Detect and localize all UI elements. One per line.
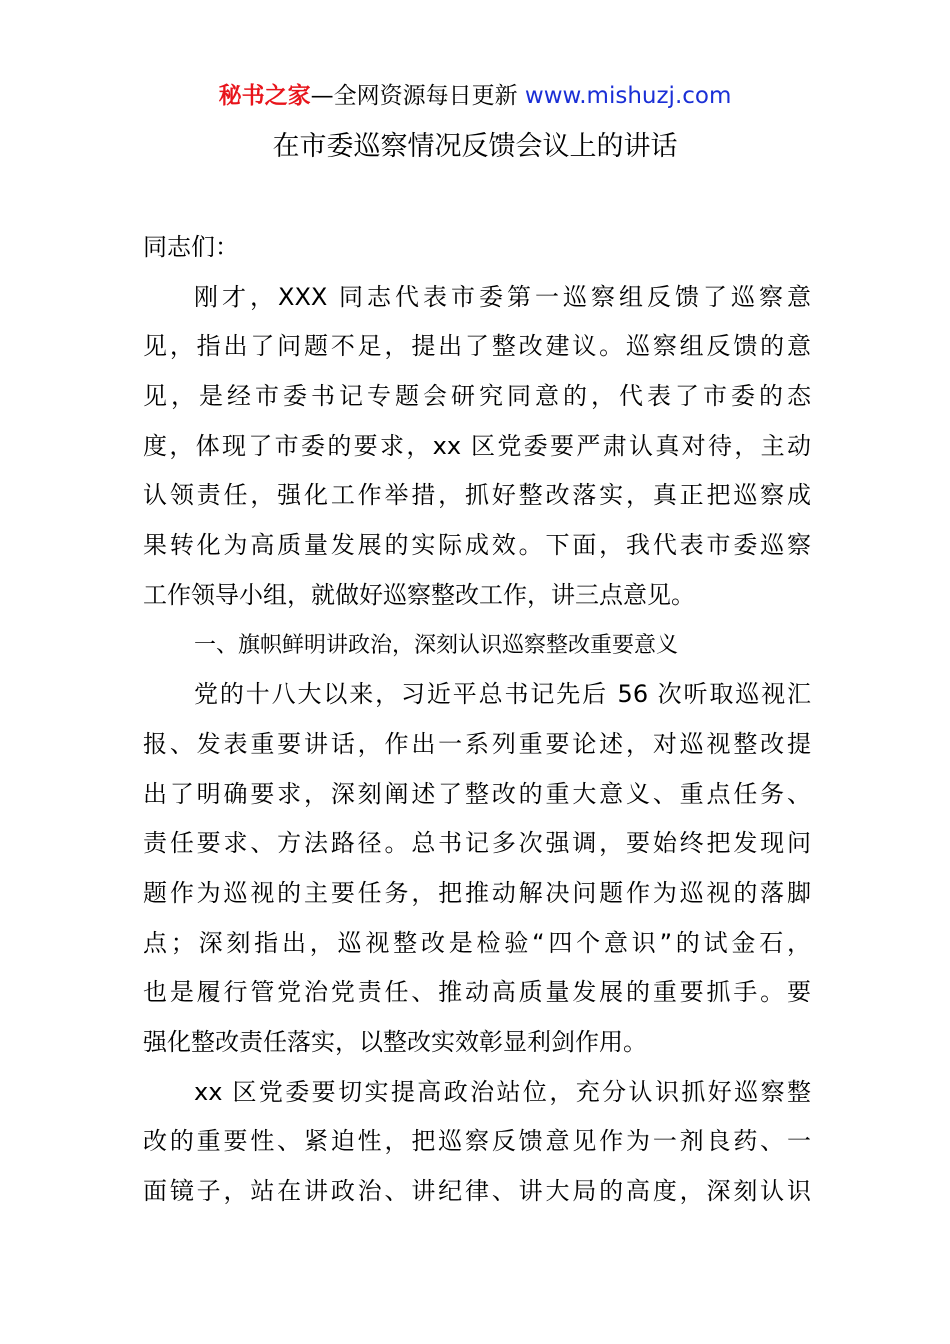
- body-line: 果转化为高质量发展的实际成效。下面，我代表市委巡察: [143, 531, 811, 560]
- body-line: 也是履行管党治党责任、推动高质量发展的重要抓手。要: [143, 978, 811, 1007]
- section-heading: 一、旗帜鲜明讲政治，深刻认识巡察整改重要意义: [194, 632, 679, 658]
- body-line: 见，是经市委书记专题会研究同意的，代表了市委的态: [143, 382, 811, 411]
- body-line: 强化整改责任落实，以整改实效彰显利剑作用。: [143, 1028, 647, 1056]
- body-line: 度，体现了市委的要求，xx 区党委要严肃认真对待，主动: [143, 431, 811, 460]
- body-line: 责任要求、方法路径。总书记多次强调，要始终把发现问: [143, 829, 811, 858]
- body-line: 题作为巡视的主要任务，把推动解决问题作为巡视的落脚: [143, 878, 811, 907]
- body-line: 点；深刻指出，巡视整改是检验“四个意识”的试金石，: [143, 928, 811, 957]
- body-line: 出了明确要求，深刻阐述了整改的重大意义、重点任务、: [143, 779, 811, 808]
- body-line: 刚才，XXX 同志代表市委第一巡察组反馈了巡察意: [194, 282, 811, 311]
- salutation: 同志们：: [143, 233, 239, 261]
- body-line: 认领责任，强化工作举措，抓好整改落实，真正把巡察成: [143, 481, 811, 510]
- body-line: 工作领导小组，就做好巡察整改工作，讲三点意见。: [143, 580, 695, 609]
- body-line: xx 区党委要切实提高政治站位，充分认识抓好巡察整: [194, 1077, 811, 1106]
- site-banner: [0, 80, 950, 112]
- document-title: 在市委巡察情况反馈会议上的讲话: [272, 131, 678, 162]
- body-line: 见，指出了问题不足，提出了整改建议。巡察组反馈的意: [143, 332, 811, 361]
- site-brand-name: 秘书之家: [218, 83, 311, 109]
- body-line: 面镜子，站在讲政治、讲纪律、讲大局的高度，深刻认识: [143, 1177, 811, 1206]
- body-line: 党的十八大以来，习近平总书记先后 56 次听取巡视汇: [194, 680, 811, 709]
- site-slogan: —全网资源每日更新: [310, 83, 525, 109]
- body-line: 改的重要性、紧迫性，把巡察反馈意见作为一剂良药、一: [143, 1127, 811, 1156]
- document-body: [143, 223, 811, 1217]
- body-line: 报、发表重要讲话，作出一系列重要论述，对巡视整改提: [143, 729, 811, 758]
- site-url-link[interactable]: www.mishuzj.com: [524, 83, 732, 109]
